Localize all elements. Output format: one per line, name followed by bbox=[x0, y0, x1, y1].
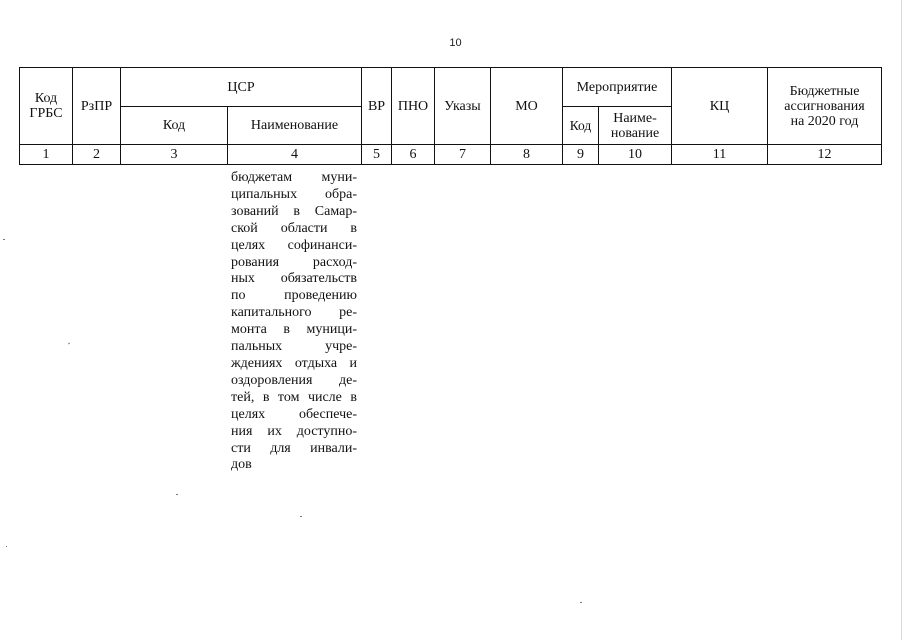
text-line: зований в Самар- bbox=[231, 203, 357, 219]
scan-speck bbox=[6, 546, 7, 547]
text-line: капитального ре- bbox=[231, 305, 357, 321]
header-budget-line3: на 2020 год bbox=[790, 113, 859, 129]
text-line: бюджетам муни- bbox=[231, 170, 357, 185]
header-kod-grbs bbox=[20, 68, 73, 145]
scan-speck bbox=[3, 239, 5, 240]
scan-speck bbox=[176, 494, 178, 495]
header-csr-kod: Код bbox=[121, 107, 228, 145]
text-line: ципальных обра- bbox=[231, 186, 357, 202]
text-line: ждениях отдыха и bbox=[231, 355, 357, 371]
header-csr: ЦСР bbox=[121, 68, 362, 107]
text-line: сти для инвали- bbox=[231, 440, 357, 456]
column-number: 9 bbox=[563, 145, 599, 165]
header-pno: ПНО bbox=[392, 68, 435, 145]
header-rzpr: РзПР bbox=[73, 68, 121, 145]
text-line: оздоровления де- bbox=[231, 372, 357, 388]
scan-speck bbox=[300, 516, 302, 517]
budget-table bbox=[19, 67, 882, 165]
column-number: 10 bbox=[599, 145, 672, 165]
page-edge bbox=[901, 0, 902, 640]
header-budget-line1: Бюджетные bbox=[789, 83, 860, 99]
header-mer-name bbox=[599, 107, 672, 145]
continued-text-block bbox=[231, 170, 357, 474]
column-number: 3 bbox=[121, 145, 228, 165]
column-number: 12 bbox=[768, 145, 882, 165]
text-line: целях софинанси- bbox=[231, 237, 357, 253]
header-vr: ВР bbox=[362, 68, 392, 145]
text-line: по проведению bbox=[231, 288, 357, 304]
text-line: ния их доступно- bbox=[231, 423, 357, 439]
header-kc: КЦ bbox=[672, 68, 768, 145]
column-number: 7 bbox=[435, 145, 491, 165]
header-mer-name-line2: нование bbox=[610, 125, 660, 141]
text-line: ных обязательств bbox=[231, 271, 357, 287]
scan-speck bbox=[580, 602, 582, 603]
header-meropriyatie: Мероприятие bbox=[563, 68, 672, 107]
column-number: 5 bbox=[362, 145, 392, 165]
text-line: ской области в bbox=[231, 220, 357, 236]
column-number: 2 bbox=[73, 145, 121, 165]
header-row-1 bbox=[20, 68, 882, 107]
header-budget-line2: ассигнования bbox=[784, 98, 865, 114]
header-ukazy: Указы bbox=[435, 68, 491, 145]
column-number: 4 bbox=[228, 145, 362, 165]
column-number: 1 bbox=[20, 145, 73, 165]
text-line: дов bbox=[231, 457, 252, 473]
header-mer-name-line1: Наиме- bbox=[613, 110, 657, 126]
text-line: монта в муници- bbox=[231, 322, 357, 338]
header-mer-kod: Код bbox=[563, 107, 599, 145]
header-budget bbox=[768, 68, 882, 145]
column-number-row bbox=[20, 145, 882, 165]
header-csr-name: Наименование bbox=[228, 107, 362, 145]
column-number: 8 bbox=[491, 145, 563, 165]
text-line: рования расход- bbox=[231, 254, 357, 270]
header-kod-grbs-line1: Код bbox=[34, 91, 58, 106]
column-number: 6 bbox=[392, 145, 435, 165]
header-mo: МО bbox=[491, 68, 563, 145]
text-line: тей, в том числе в bbox=[231, 389, 357, 405]
text-line: пальных учре- bbox=[231, 339, 357, 355]
column-number: 11 bbox=[672, 145, 768, 165]
header-kod-grbs-line2: ГРБС bbox=[29, 106, 63, 121]
scan-speck bbox=[68, 342, 70, 344]
text-line: целях обеспече- bbox=[231, 406, 357, 422]
page-number: 10 bbox=[449, 37, 462, 49]
